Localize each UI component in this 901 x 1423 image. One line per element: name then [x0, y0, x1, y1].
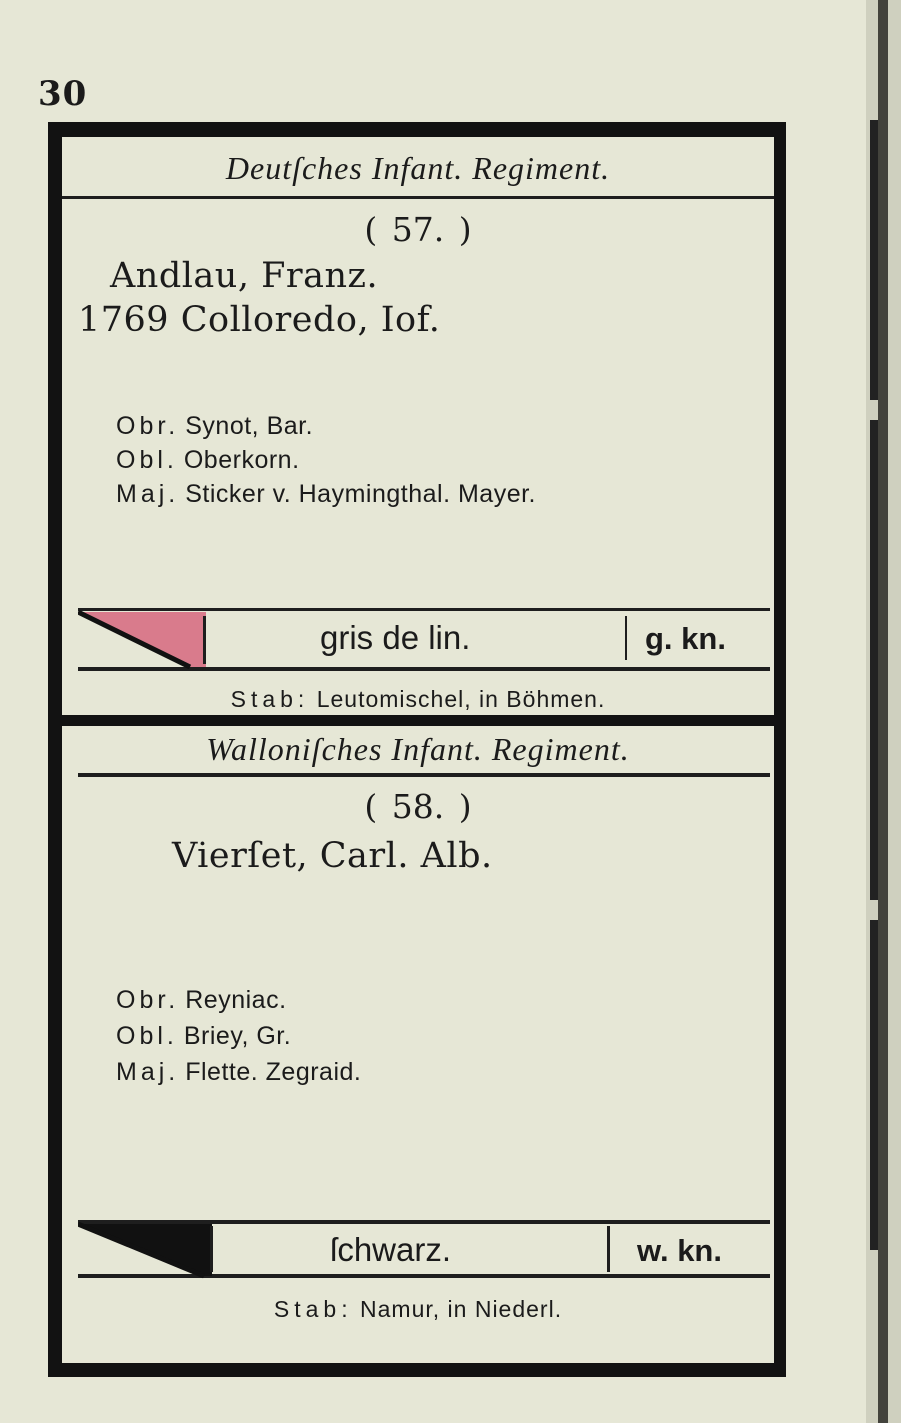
divider [607, 1226, 610, 1272]
officer-row [116, 446, 300, 475]
officer-row [116, 1022, 291, 1051]
divider [203, 616, 206, 664]
staff-label: Stab: [273, 1296, 353, 1322]
page-edge-shadow [878, 0, 888, 1423]
regiment-number: ( 57. ) [364, 210, 472, 249]
regiment-separator [62, 715, 774, 726]
chief-name: Colloredo, Iof. [180, 300, 441, 340]
button-color: w. kn. [637, 1233, 722, 1268]
chief-name: Vierſet, Carl. Alb. [172, 836, 493, 876]
staff-location [62, 1296, 774, 1323]
staff-place: Leutomischel, in Böhmen. [316, 686, 606, 712]
officer-rank: Maj. [116, 480, 180, 508]
officer-rank: Obl. [116, 1022, 178, 1050]
officer-names: Briey, Gr. [183, 1022, 292, 1050]
officer-rank: Obl. [116, 446, 178, 474]
binding-mark [870, 120, 878, 400]
rule [62, 196, 774, 199]
facing-color: ſchwarz. [330, 1231, 452, 1268]
officer-rank: Maj. [116, 1058, 180, 1086]
staff-place: Namur, in Niederl. [360, 1296, 563, 1322]
regiment-number: ( 58. ) [364, 787, 472, 826]
page-number: 30 [38, 74, 88, 114]
officer-names: Sticker v. Haymingthal. Mayer. [185, 480, 536, 508]
chief-year: 1769 [78, 300, 170, 340]
regiment-nationality: Deutſches Infant. Regiment. [225, 150, 611, 186]
staff-location [62, 686, 774, 713]
officer-row [116, 986, 287, 1015]
binding-mark [870, 920, 878, 1250]
divider [625, 616, 627, 660]
officer-rank: Obr. [116, 986, 180, 1014]
button-color: g. kn. [645, 621, 726, 656]
binding-mark [870, 420, 878, 900]
chief-entry [78, 300, 440, 340]
officer-row [116, 1058, 361, 1087]
officer-row [116, 480, 536, 509]
staff-label: Stab: [230, 686, 310, 712]
facing-color-swatch [78, 1222, 218, 1280]
officer-names: Oberkorn. [183, 446, 300, 474]
officer-names: Synot, Bar. [185, 412, 314, 440]
chief-name: Andlau, Franz. [110, 256, 379, 296]
regiment-nationality: Walloniſches Infant. Regiment. [206, 731, 630, 767]
rule [78, 773, 770, 777]
officer-names: Flette. Zegraid. [185, 1058, 362, 1086]
officer-row [116, 412, 313, 441]
officer-rank: Obr. [116, 412, 180, 440]
facing-color: gris de lin. [320, 619, 471, 656]
officer-names: Reyniac. [185, 986, 287, 1014]
divider [210, 1226, 213, 1272]
facing-color-swatch [78, 610, 208, 670]
